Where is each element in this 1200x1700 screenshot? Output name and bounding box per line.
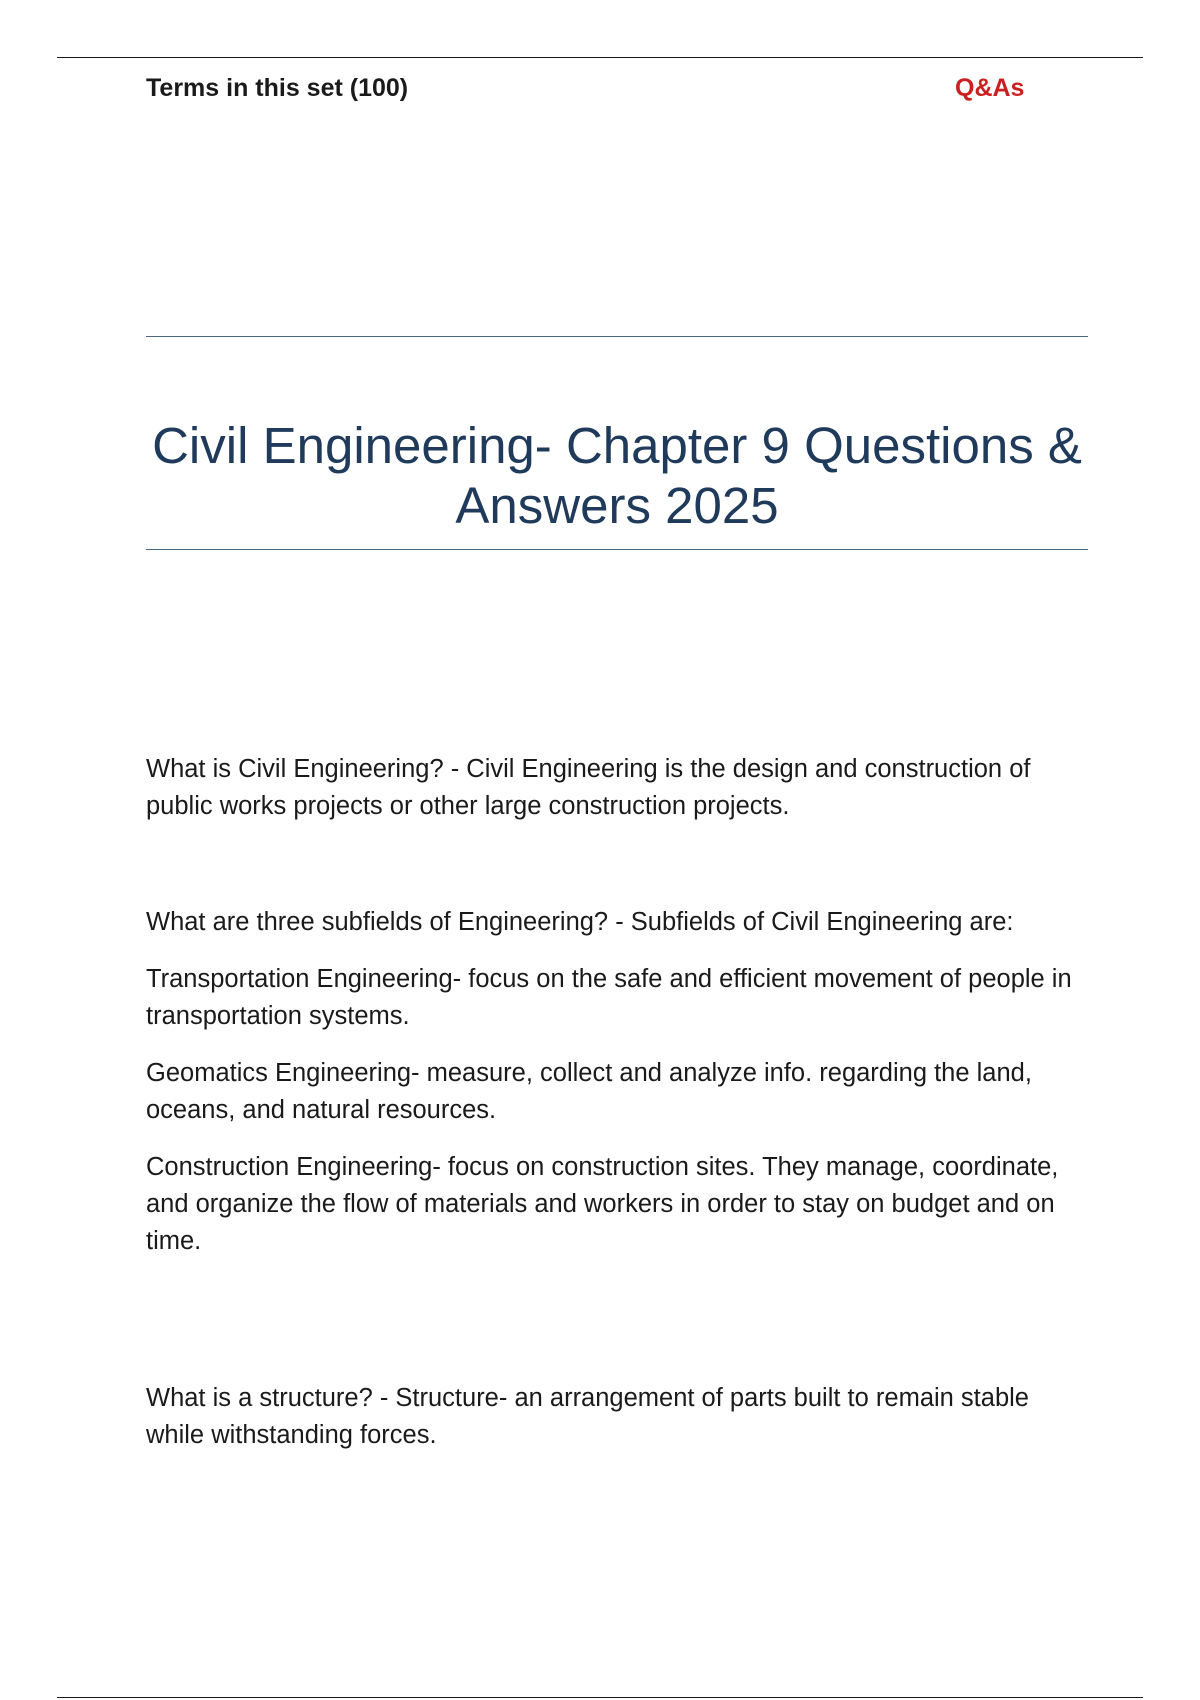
qa-text: What is a structure? - Structure- an arrangement of parts built to remain stable while withstanding forces. xyxy=(146,1384,1029,1449)
qa-text: What are three subfields of Engineering? - Subfields of Civil Engineering are: xyxy=(146,908,1014,936)
qa-paragraph-construction: Construction Engineering- focus on construction sites. They manage, coordinate, and organize the flow of materials and workers in order to stay on budget and on time. xyxy=(146,1153,1059,1255)
document-title: Civil Engineering- Chapter 9 Questions & Answers 2025 xyxy=(152,417,1082,534)
qa-text: What is Civil Engineering? - Civil Engineering is the design and construction of public works projects or other large construction projects. xyxy=(146,755,1031,820)
qa-item-subfields xyxy=(146,904,1086,1260)
qa-paragraph-transportation: Transportation Engineering- focus on the safe and efficient movement of people in transportation systems. xyxy=(146,965,1072,1030)
page-top-rule xyxy=(57,57,1143,58)
qa-badge: Q&As xyxy=(955,74,1025,102)
qa-paragraph-geomatics: Geomatics Engineering- measure, collect and analyze info. regarding the land, oceans, and natural resources. xyxy=(146,1059,1032,1124)
qa-item-civil-engineering xyxy=(146,751,1086,825)
title-bottom-rule xyxy=(146,549,1088,550)
qa-item-structure xyxy=(146,1380,1086,1454)
page-bottom-rule xyxy=(57,1697,1143,1698)
terms-count-label: Terms in this set (100) xyxy=(146,74,409,102)
title-top-rule xyxy=(146,336,1088,337)
